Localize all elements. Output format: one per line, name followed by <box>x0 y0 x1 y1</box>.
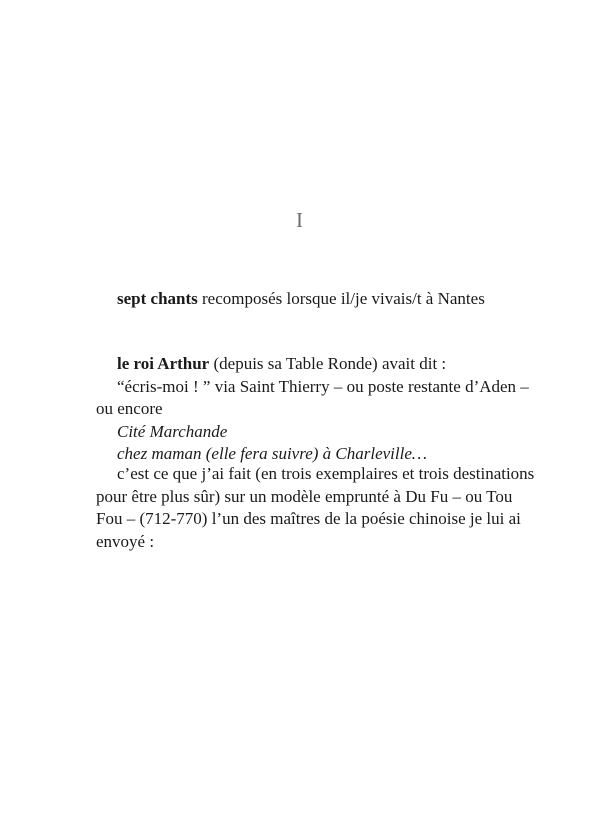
paragraph-intro <box>96 288 516 311</box>
du-fu-line-1: c’est ce que j’ai fait (en trois exemplaires et trois destinations <box>117 464 535 483</box>
chapter-number: I <box>296 208 304 232</box>
arthur-line-3: ou encore <box>96 399 163 418</box>
intro-line <box>96 288 516 311</box>
arthur-line-2: “écris-moi ! ” via Saint Thierry – ou poste restante d’Aden – <box>117 376 529 396</box>
arthur-line-1 <box>96 353 516 376</box>
paragraph-arthur <box>96 353 529 466</box>
arthur-line-1-rest: (depuis sa Table Ronde) avait dit : <box>209 354 447 373</box>
du-fu-line-4: envoyé : <box>96 531 155 551</box>
intro-bold-lead: sept chants <box>117 289 198 308</box>
paragraph-du-fu <box>96 463 535 553</box>
arthur-line-4: Cité Marchande <box>117 421 228 441</box>
intro-rest: recomposés lorsque il/je vivais/t à Nantes <box>197 289 485 308</box>
arthur-bold-lead: le roi Arthur <box>117 354 210 373</box>
arthur-line-5: chez maman (elle fera suivre) à Charleville… <box>117 444 428 463</box>
du-fu-line-2: pour être plus sûr) sur un modèle emprunté à Du Fu – ou Tou <box>96 486 513 506</box>
du-fu-line-3: Fou – (712-770) l’un des maîtres de la poésie chinoise je lui ai <box>96 509 521 528</box>
